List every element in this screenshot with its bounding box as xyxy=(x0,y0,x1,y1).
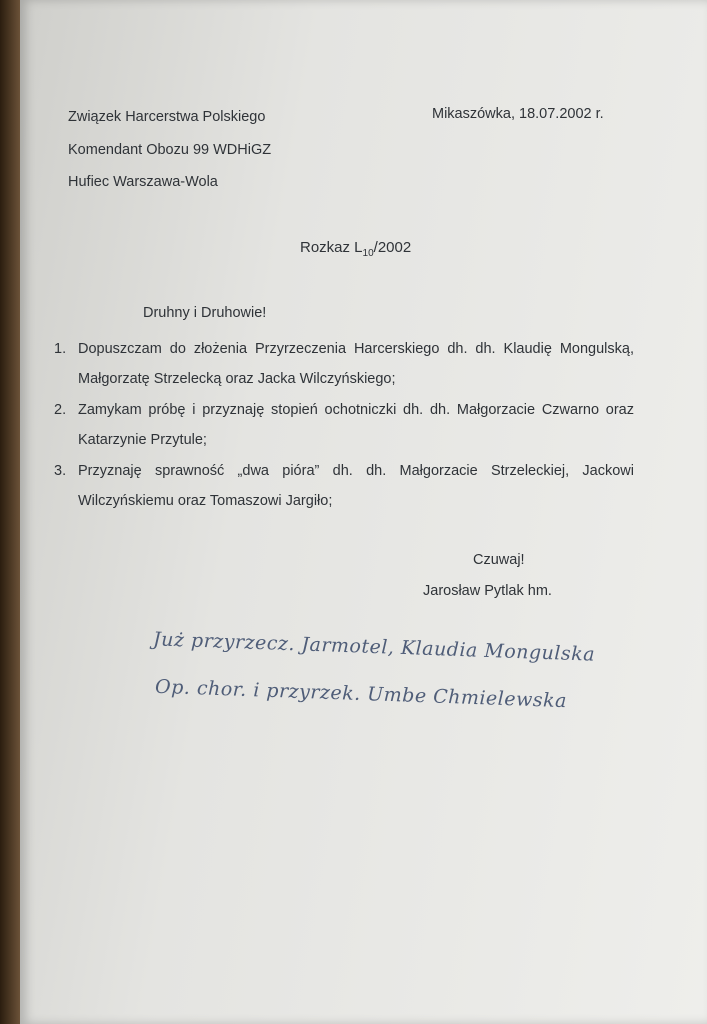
handwritten-note-line-1: Już przyrzecz. Jarmotel, Klaudia Mongulska xyxy=(152,628,596,666)
item-text: Przyznaję sprawność „dwa pióra” dh. dh. Małgorzacie Strzeleckiej, Jackowi Wilczyńskiemu oraz Tomaszowi Jargiło; xyxy=(78,463,634,509)
order-item xyxy=(54,456,634,516)
order-item xyxy=(54,334,634,394)
document-page xyxy=(20,0,707,1024)
item-number: 1. xyxy=(54,341,67,357)
order-title-suffix: /2002 xyxy=(373,239,412,256)
greeting: Druhny i Druhowie! xyxy=(143,305,267,321)
item-text: Zamykam próbę i przyznaję stopień ochotniczki dh. dh. Małgorzacie Czwarno oraz Katarzynie Przytule; xyxy=(78,402,634,448)
signer-name: Jarosław Pytlak hm. xyxy=(423,583,552,599)
order-title-prefix: Rozkaz L xyxy=(300,239,363,256)
item-text: Dopuszczam do złożenia Przyrzeczenia Harcerskiego dh. dh. Klaudię Mongulską, Małgorzatę Strzelecką oraz Jacka Wilczyńskiego; xyxy=(78,341,634,387)
order-title-subscript: 10 xyxy=(362,248,374,259)
place-date: Mikaszówka, 18.07.2002 r. xyxy=(432,106,604,122)
handwritten-note-line-2: Op. chor. i przyrzek. Umbe Chmielewska xyxy=(154,675,568,713)
unit-name: Hufiec Warszawa-Wola xyxy=(68,174,218,190)
item-number: 3. xyxy=(54,463,67,479)
order-title xyxy=(300,240,411,259)
item-number: 2. xyxy=(54,402,67,418)
order-item xyxy=(54,395,634,455)
organization-name: Związek Harcerstwa Polskiego xyxy=(68,109,266,125)
binding-edge xyxy=(0,0,20,1024)
commander-title: Komendant Obozu 99 WDHiGZ xyxy=(68,142,272,158)
closing-salute: Czuwaj! xyxy=(473,552,525,568)
